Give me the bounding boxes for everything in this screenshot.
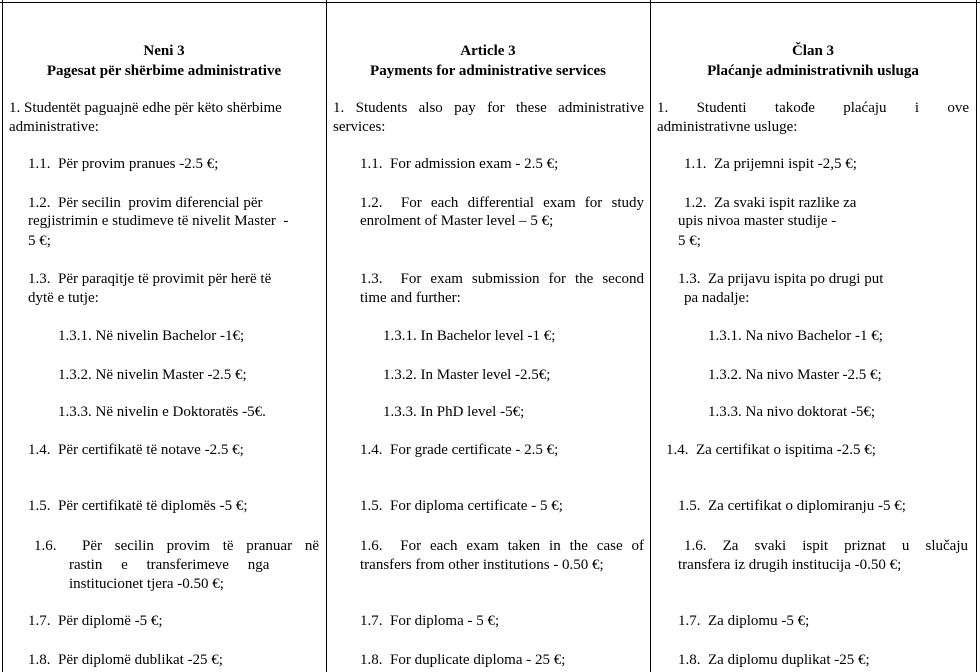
col1-heading: Neni 3 bbox=[143, 43, 185, 59]
col3-item-1-3-line1: 1.3. Za prijavu ispita po drugi put bbox=[678, 271, 884, 287]
col1-item-1-3-line2: dytë e tutje: bbox=[28, 290, 99, 306]
col3-item-1-6-line1: 1.6. Za svaki ispit priznat u slučaju bbox=[684, 538, 968, 554]
col1-item-1-6-line3: institucionet tjera -0.50 €; bbox=[69, 576, 224, 592]
col1-intro-line2: administrative: bbox=[9, 119, 99, 135]
col2-item-1-4: 1.4. For grade certificate - 2.5 €; bbox=[360, 442, 559, 458]
col2-subheading: Payments for administrative services bbox=[370, 63, 606, 79]
column-divider-1 bbox=[326, 0, 327, 672]
col3-item-1-2-line2: upis nivoa master studije - bbox=[678, 213, 837, 229]
col3-item-1-6-line2: transfera iz drugih institucija -0.50 €; bbox=[678, 557, 902, 573]
col2-item-1-6-line1: 1.6. For each exam taken in the case of bbox=[360, 538, 644, 554]
col1-item-1-7: 1.7. Për diplomë -5 €; bbox=[28, 613, 163, 629]
col3-subheading: Plaćanje administrativnih usluga bbox=[707, 63, 919, 79]
column-border-left bbox=[2, 0, 3, 672]
col3-item-1-2-line3: 5 €; bbox=[678, 233, 701, 249]
col1-item-1-4: 1.4. Për certifikatë të notave -2.5 €; bbox=[28, 442, 244, 458]
col1-item-1-6-line1: 1.6. Për secilin provim të pranuar në bbox=[34, 538, 319, 554]
col3-item-1-2-line1: 1.2. Za svaki ispit razlike za bbox=[684, 195, 857, 211]
col2-heading: Article 3 bbox=[460, 43, 516, 59]
col2-item-1-7: 1.7. For diploma - 5 €; bbox=[360, 613, 500, 629]
col2-item-1-8: 1.8. For duplicate diploma - 25 €; bbox=[360, 652, 566, 668]
column-border-right bbox=[976, 0, 977, 672]
col1-item-1-3-1: 1.3.1. Në nivelin Bachelor -1€; bbox=[58, 328, 245, 344]
col1-item-1-8: 1.8. Për diplomë dublikat -25 €; bbox=[28, 652, 223, 668]
col2-item-1-2-line1: 1.2. For each differential exam for study bbox=[360, 195, 644, 211]
col1-item-1-5: 1.5. Për certifikatë të diplomës -5 €; bbox=[28, 498, 248, 514]
col1-item-1-1: 1.1. Për provim pranues -2.5 €; bbox=[28, 156, 219, 172]
col1-item-1-6-line2: rastin e transferimeve nga bbox=[69, 557, 270, 573]
column-divider-2 bbox=[650, 0, 651, 672]
col2-item-1-3-line1: 1.3. For exam submission for the second bbox=[360, 271, 644, 287]
col2-item-1-2-line2: enrolment of Master level – 5 €; bbox=[360, 213, 554, 229]
col2-item-1-5: 1.5. For diploma certificate - 5 €; bbox=[360, 498, 563, 514]
col2-item-1-3-1: 1.3.1. In Bachelor level -1 €; bbox=[383, 328, 556, 344]
col3-item-1-8: 1.8. Za diplomu duplikat -25 €; bbox=[678, 652, 870, 668]
col1-subheading: Pagesat për shërbime administrative bbox=[46, 63, 282, 79]
col3-item-1-1: 1.1. Za prijemni ispit -2,5 €; bbox=[684, 156, 857, 172]
col2-intro-line2: services: bbox=[333, 119, 386, 135]
col3-item-1-3-3: 1.3.3. Na nivo doktorat -5€; bbox=[708, 404, 876, 420]
col3-item-1-3-1: 1.3.1. Na nivo Bachelor -1 €; bbox=[708, 328, 883, 344]
col3-item-1-7: 1.7. Za diplomu -5 €; bbox=[678, 613, 810, 629]
col3-item-1-4: 1.4. Za certifikat o ispitima -2.5 €; bbox=[666, 442, 876, 458]
col3-item-1-3-line2: pa nadalje: bbox=[684, 290, 750, 306]
col2-item-1-3-3: 1.3.3. In PhD level -5€; bbox=[383, 404, 525, 420]
col3-heading: Član 3 bbox=[791, 43, 835, 59]
col3-intro-line2: administrativne usluge: bbox=[657, 119, 798, 135]
col1-intro-line1: 1. Studentët paguajnë edhe për këto shërbime bbox=[9, 100, 282, 116]
col2-intro-line1: 1. Students also pay for these administrative bbox=[333, 100, 644, 116]
col1-item-1-3-3: 1.3.3. Në nivelin e Doktoratës -5€. bbox=[58, 404, 266, 420]
col1-item-1-2-line1: 1.2. Për secilin provim diferencial për bbox=[28, 195, 263, 211]
table-top-border bbox=[0, 2, 980, 3]
col1-item-1-3-2: 1.3.2. Në nivelin Master -2.5 €; bbox=[58, 367, 247, 383]
col3-item-1-3-2: 1.3.2. Na nivo Master -2.5 €; bbox=[708, 367, 882, 383]
col3-intro-line1: 1. Studenti takođe plaćaju i ove bbox=[657, 100, 969, 116]
col2-item-1-3-line2: time and further: bbox=[360, 290, 461, 306]
col1-item-1-2-line3: 5 €; bbox=[28, 233, 51, 249]
col2-item-1-6-line2: transfers from other institutions - 0.50 €; bbox=[360, 557, 604, 573]
col2-item-1-3-2: 1.3.2. In Master level -2.5€; bbox=[383, 367, 551, 383]
col1-item-1-2-line2: regjistrimin e studimeve të nivelit Master - bbox=[28, 213, 289, 229]
col3-item-1-5: 1.5. Za certifikat o diplomiranju -5 €; bbox=[678, 498, 906, 514]
col2-item-1-1: 1.1. For admission exam - 2.5 €; bbox=[360, 156, 559, 172]
col1-item-1-3-line1: 1.3. Për paraqitje të provimit për herë të bbox=[28, 271, 272, 287]
